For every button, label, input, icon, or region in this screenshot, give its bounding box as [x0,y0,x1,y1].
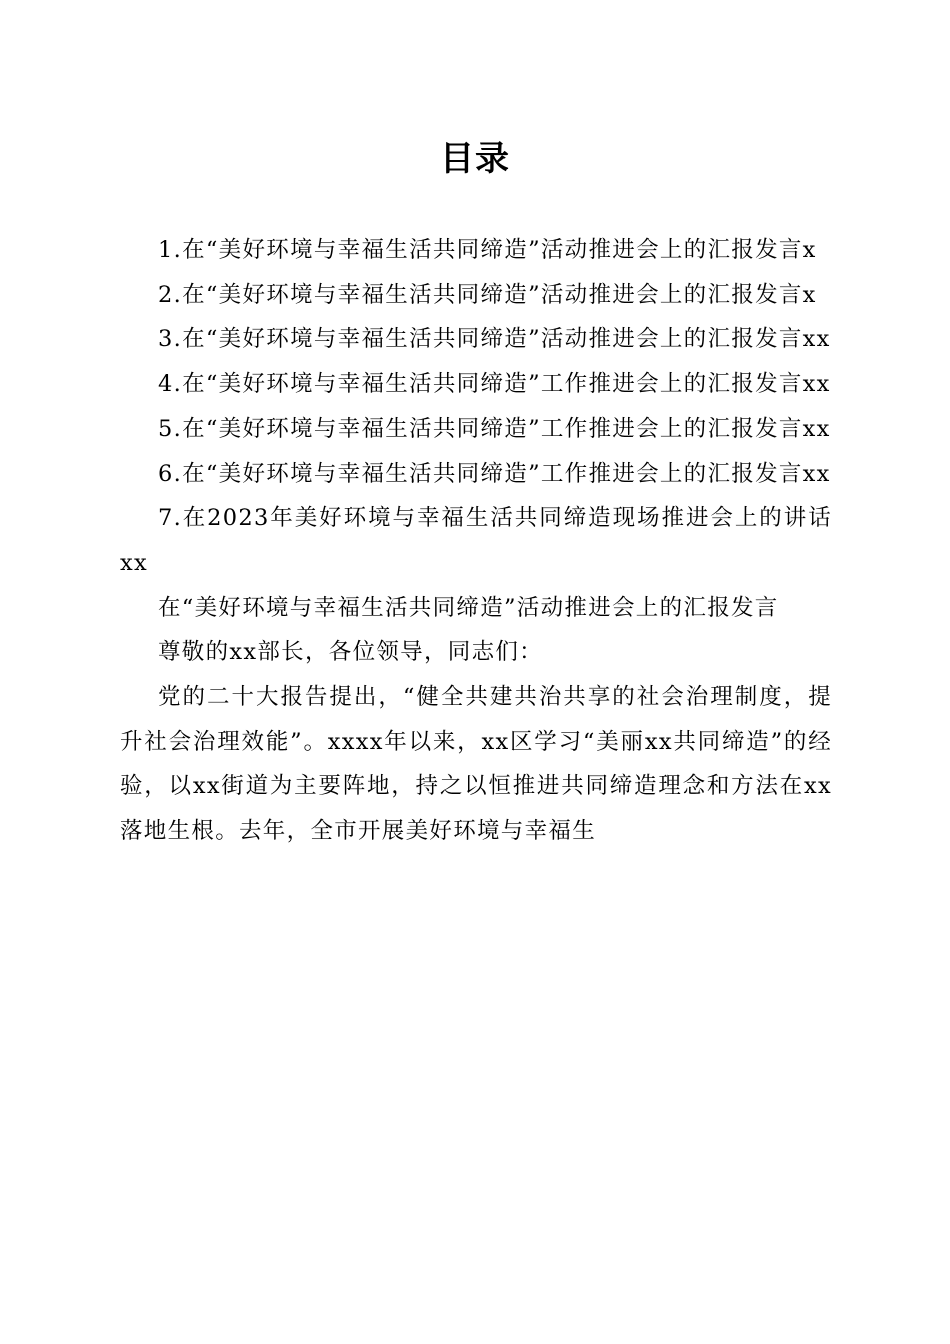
section-heading: 在“美好环境与幸福生活共同缔造”活动推进会上的汇报发言 [158,594,779,621]
document-body [120,228,832,854]
toc-item-5: 5.在“美好环境与幸福生活共同缔造”工作推进会上的汇报发言xx [158,415,831,442]
body-paragraph: 党的二十大报告提出，“健全共建共治共享的社会治理制度，提升社会治理效能”。xxxx年以来，xx区学习“美丽xx共同缔造”的经验，以xx街道为主要阵地，持之以恒推进共同缔造理念和方法在xx落地生根。去年，全市开展美好环境与幸福生 [120,684,832,845]
toc-item-7: 7.在2023年美好环境与幸福生活共同缔造现场推进会上的讲话xx [120,505,832,576]
toc-item-2: 2.在“美好环境与幸福生活共同缔造”活动推进会上的汇报发言x [158,281,817,308]
toc-item-4: 4.在“美好环境与幸福生活共同缔造”工作推进会上的汇报发言xx [158,371,831,398]
greeting: 尊敬的xx部长，各位领导，同志们： [158,639,543,666]
toc-item-3: 3.在“美好环境与幸福生活共同缔造”活动推进会上的汇报发言xx [158,326,831,353]
toc-item-1: 1.在“美好环境与幸福生活共同缔造”活动推进会上的汇报发言x [158,237,817,263]
page-title: 目录 [440,139,510,179]
toc-item-6: 6.在“美好环境与幸福生活共同缔造”工作推进会上的汇报发言xx [158,460,831,487]
